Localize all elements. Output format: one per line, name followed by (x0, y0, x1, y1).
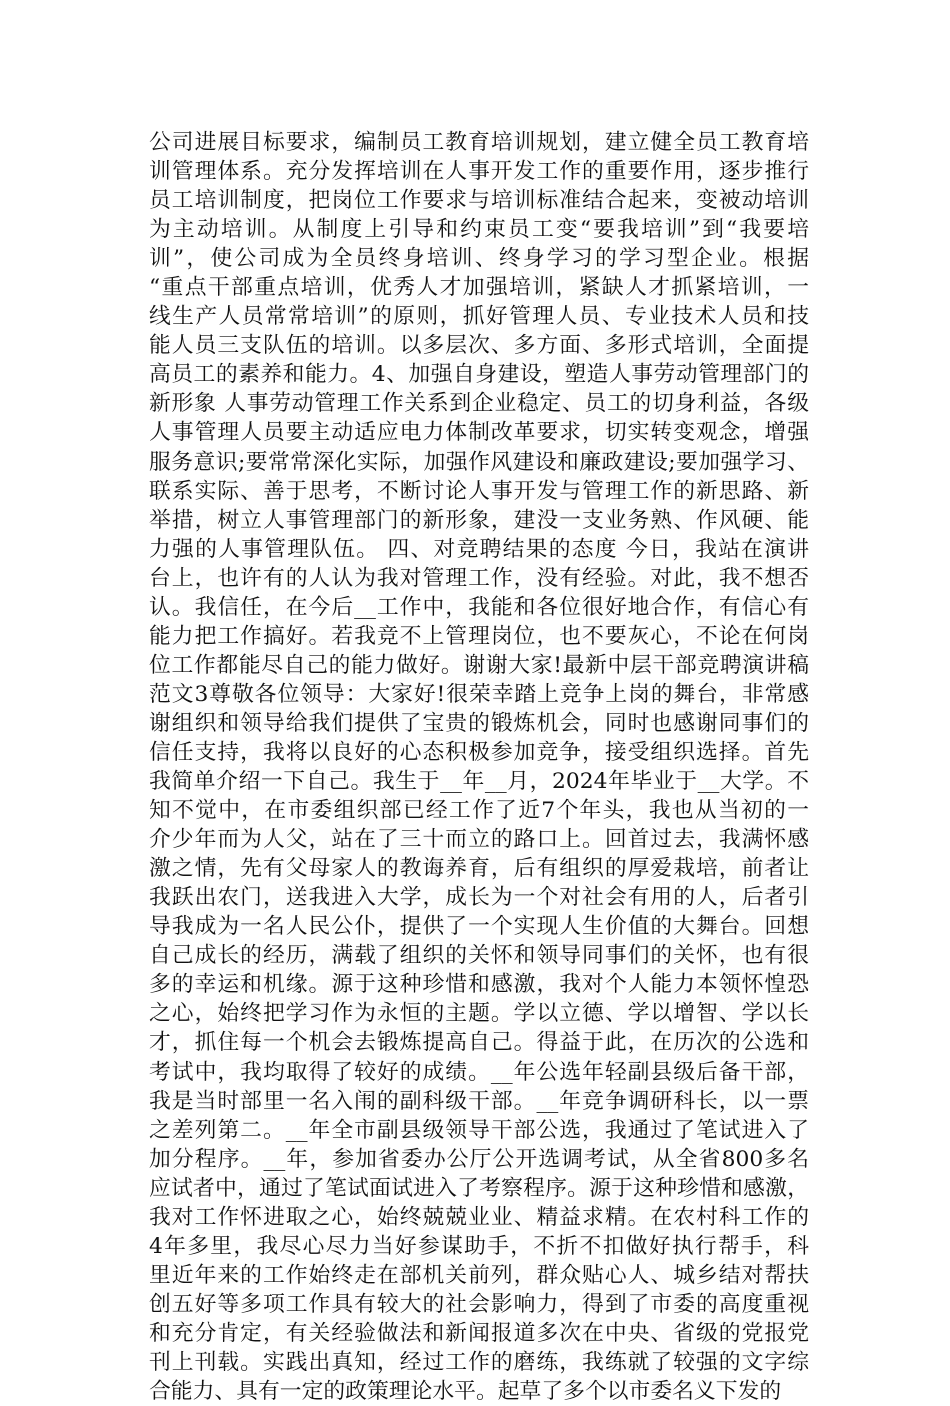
text-line: 多的幸运和机缘。源于这种珍惜和感激，我对个人能力本领怀惶恐 (149, 972, 809, 998)
text-line: 联系实际、善于思考，不断讨论人事开发与管理工作的新思路、新 (149, 478, 809, 504)
text-line: 高员工的素养和能力。4、加强自身建设，塑造人事劳动管理部门的 (149, 362, 809, 388)
text-line: 激之情，先有父母家人的教诲养育，后有组织的厚爱栽培，前者让 (149, 856, 809, 882)
text-line: 应试者中，通过了笔试面试进入了考察程序。源于这种珍惜和感激， (149, 1175, 809, 1201)
text-line: 知不觉中，在市委组织部已经工作了近7个年头，我也从当初的一 (149, 798, 809, 824)
text-line: “重点干部重点培训，优秀人才加强培训，紧缺人才抓紧培训，一 (149, 275, 809, 301)
text-line: 之差列第二。__年全市副县级领导干部公选，我通过了笔试进入了 (149, 1117, 809, 1143)
text-line: 刊上刊载。实践出真知，经过工作的磨练，我练就了较强的文字综 (149, 1349, 809, 1375)
text-line: 合能力、具有一定的政策理论水平。起草了多个以市委名义下发的 (149, 1379, 782, 1405)
text-line: 我是当时部里一名入闱的副科级干部。__年竞争调研科长，以一票 (149, 1088, 809, 1114)
text-line: 信任支持，我将以良好的心态积极参加竞争，接受组织选择。首先 (149, 739, 809, 765)
text-line: 介少年而为人父，站在了三十而立的路口上。回首过去，我满怀感 (149, 827, 809, 853)
text-line: 位工作都能尽自己的能力做好。谢谢大家!最新中层干部竞聘演讲稿 (149, 652, 809, 678)
text-line: 能人员三支队伍的培训。以多层次、多方面、多形式培训，全面提 (149, 333, 809, 359)
text-line: 考试中，我均取得了较好的成绩。__年公选年轻副县级后备干部， (149, 1059, 809, 1085)
text-line: 创五好等多项工作具有较大的社会影响力，得到了市委的高度重视 (149, 1291, 809, 1317)
text-line: 能力把工作搞好。若我竞不上管理岗位，也不要灰心，不论在何岗 (149, 623, 809, 649)
text-line: 员工培训制度，把岗位工作要求与培训标准结合起来，变被动培训 (149, 188, 809, 214)
text-line: 范文3尊敬各位领导：大家好!很荣幸踏上竞争上岗的舞台，非常感 (149, 681, 809, 707)
text-line: 训管理体系。充分发挥培训在人事开发工作的重要作用，逐步推行 (149, 159, 809, 185)
text-line: 训”，使公司成为全员终身培训、终身学习的学习型企业。根据 (149, 246, 809, 272)
text-line: 里近年来的工作始终走在部机关前列，群众贴心人、城乡结对帮扶 (149, 1262, 809, 1288)
text-line: 和充分肯定，有关经验做法和新闻报道多次在中央、省级的党报党 (149, 1320, 809, 1346)
text-line: 才，抓住每一个机会去锻炼提高自己。得益于此，在历次的公选和 (149, 1030, 809, 1056)
text-line: 台上，也许有的人认为我对管理工作，没有经验。对此，我不想否 (149, 565, 809, 591)
text-line: 之心，始终把学习作为永恒的主题。学以立德、学以增智、学以长 (149, 1001, 809, 1027)
text-line: 力强的人事管理队伍。 四、对竞聘结果的态度 今日，我站在演讲 (149, 536, 809, 562)
text-line: 公司进展目标要求，编制员工教育培训规划，建立健全员工教育培 (149, 130, 809, 155)
body-text (149, 128, 809, 1406)
text-line: 认。我信任，在今后__工作中，我能和各位很好地合作，有信心有 (149, 594, 809, 620)
text-line: 为主动培训。从制度上引导和约束员工变“要我培训”到“我要培 (149, 217, 809, 243)
text-line: 举措，树立人事管理部门的新形象，建没一支业务熟、作风硬、能 (149, 507, 809, 533)
text-line: 人事管理人员要主动适应电力体制改革要求，切实转变观念，增强 (149, 420, 809, 446)
text-line: 服务意识;要常常深化实际，加强作风建设和廉政建设;要加强学习、 (149, 449, 809, 475)
text-line: 新形象 人事劳动管理工作关系到企业稳定、员工的切身利益，各级 (149, 391, 809, 417)
text-line: 导我成为一名人民公仆，提供了一个实现人生价值的大舞台。回想 (149, 914, 809, 940)
text-line: 我跃出农门，送我进入大学，成长为一个对社会有用的人，后者引 (149, 885, 809, 911)
text-line: 线生产人员常常培训”的原则，抓好管理人员、专业技术人员和技 (149, 304, 809, 330)
text-line: 谢组织和领导给我们提供了宝贵的锻炼机会，同时也感谢同事们的 (149, 710, 809, 736)
text-line: 自己成长的经历，满载了组织的关怀和领导同事们的关怀，也有很 (149, 943, 809, 969)
text-line: 我简单介绍一下自己。我生于__年__月，2024年毕业于__大学。不 (149, 769, 809, 795)
text-line: 我对工作怀进取之心，始终兢兢业业、精益求精。在农村科工作的 (149, 1204, 809, 1230)
text-line: 4年多里，我尽心尽力当好参谋助手，不折不扣做好执行帮手，科 (149, 1233, 809, 1259)
text-line: 加分程序。__年，参加省委办公厅公开选调考试，从全省800多名 (149, 1146, 809, 1172)
